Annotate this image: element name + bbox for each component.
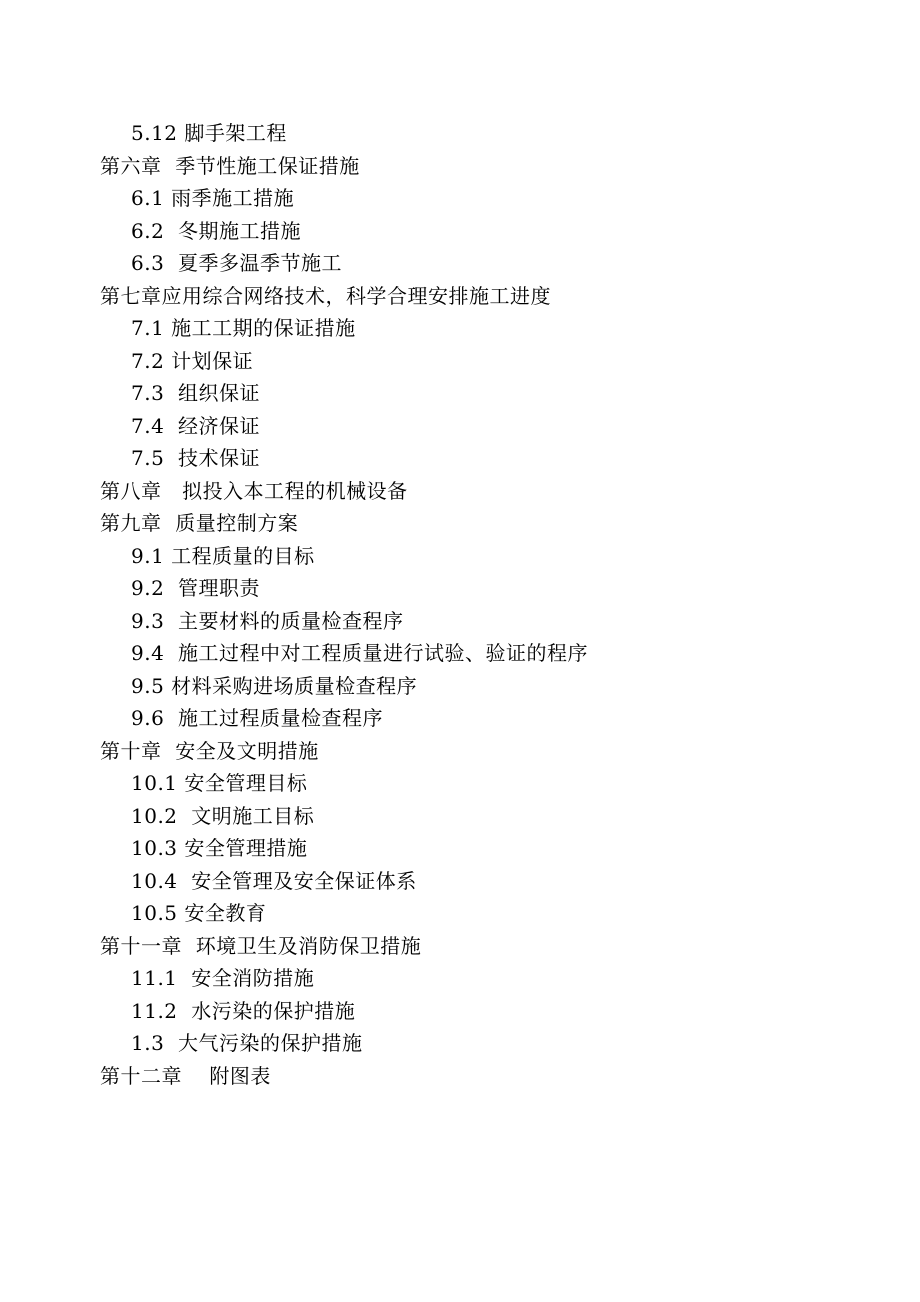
toc-entry: 10.4 安全管理及安全保证体系 (131, 868, 417, 893)
toc-entry: 9.4 施工过程中对工程质量进行试验、验证的程序 (131, 641, 589, 665)
toc-entry: 9.6 施工过程质量检查程序 (131, 706, 384, 730)
toc-entry: 7.1 施工工期的保证措施 (131, 316, 356, 340)
toc-entry: 6.3 夏季多温季节施工 (131, 251, 343, 275)
toc-entry: 7.3 组织保证 (131, 381, 261, 405)
toc-entry: 6.1 雨季施工措施 (131, 186, 295, 210)
toc-entry: 10.3 安全管理措施 (131, 836, 308, 860)
toc-entry: 5.12 脚手架工程 (131, 121, 287, 145)
toc-entry: 6.2 冬期施工措施 (131, 218, 302, 243)
toc-entry: 7.5 技术保证 (131, 446, 261, 470)
toc-chapter: 第九章 质量控制方案 (100, 511, 299, 535)
toc-entry: 11.1 安全消防措施 (131, 966, 315, 990)
toc-chapter: 第十章 安全及文明措施 (100, 738, 319, 763)
toc-entry: 7.4 经济保证 (131, 413, 261, 438)
toc-entry: 7.2 计划保证 (131, 348, 254, 373)
toc-entry: 9.1 工程质量的目标 (131, 543, 315, 568)
toc-entry: 9.2 管理职责 (131, 576, 261, 600)
toc-entry: 10.5 安全教育 (131, 901, 267, 925)
toc-chapter: 第八章 拟投入本工程的机械设备 (100, 478, 408, 503)
toc-entry: 10.1 安全管理目标 (131, 771, 308, 795)
toc-chapter: 第六章 季节性施工保证措施 (100, 153, 360, 178)
toc-entry: 9.3 主要材料的质量检查程序 (131, 608, 404, 633)
toc-entry: 11.2 水污染的保护措施 (131, 998, 356, 1023)
toc-chapter: 第十一章 环境卫生及消防保卫措施 (100, 933, 422, 958)
toc-entry: 9.5 材料采购进场质量检查程序 (131, 673, 418, 698)
toc-entry: 10.2 文明施工目标 (131, 803, 315, 828)
table-of-contents (100, 117, 860, 1092)
toc-chapter: 第七章应用综合网络技术，科学合理安排施工进度 (100, 283, 551, 308)
toc-entry: 1.3 大气污染的保护措施 (131, 1031, 363, 1055)
toc-chapter: 第十二章 附图表 (100, 1063, 271, 1088)
